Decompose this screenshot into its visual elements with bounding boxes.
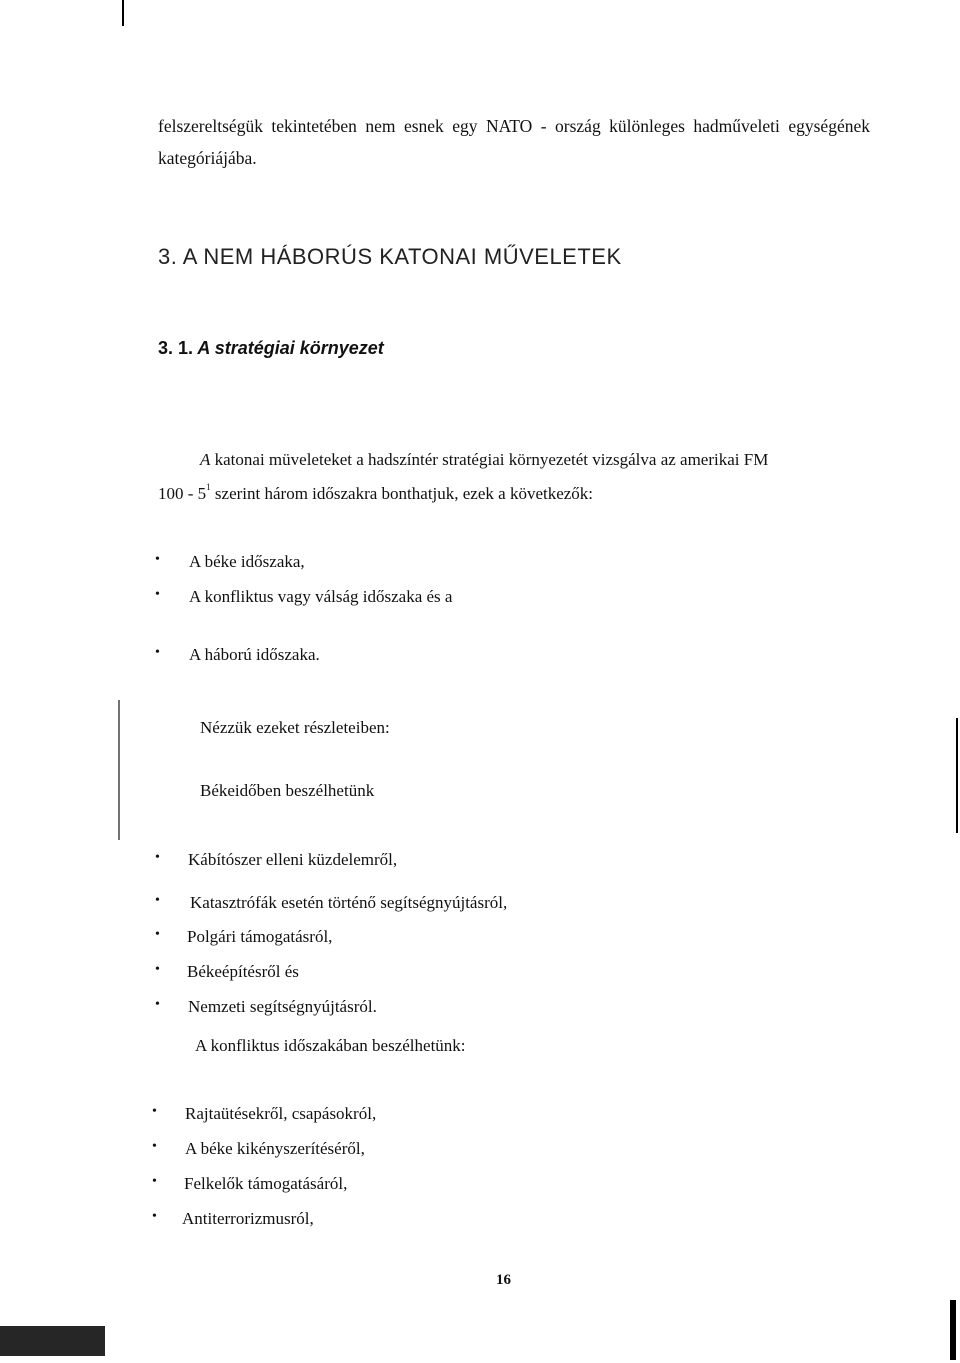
scan-mark	[118, 700, 120, 840]
scan-mark	[950, 1300, 956, 1360]
section-heading: 3. A NEM HÁBORÚS KATONAI MŰVELETEK	[158, 244, 622, 269]
list-item-text: A béke kikényszerítéséről,	[185, 1139, 365, 1158]
list-item-text: A konfliktus vagy válság időszaka és a	[189, 587, 453, 606]
list-item-text: Antiterrorizmusról,	[182, 1209, 314, 1228]
bullet-icon: •	[155, 552, 160, 567]
list-item-text: Felkelők támogatásáról,	[184, 1174, 348, 1193]
scan-mark	[122, 0, 124, 26]
list-item-text: Kábítószer elleni küzdelemről,	[188, 850, 398, 869]
bullet-icon: •	[152, 1209, 157, 1224]
list-item-text: A béke időszaka,	[189, 552, 305, 571]
peace-intro-line: Békeidőben beszélhetünk	[200, 781, 375, 800]
page-number: 16	[496, 1272, 511, 1288]
lead-line-2-text: szerint három időszakra bonthatjuk, ezek a következők:	[210, 484, 594, 503]
lead-paragraph	[158, 443, 870, 511]
intro-paragraph: felszereltségük tekintetében nem esnek egy NATO - ország különleges hadműveleti egységének kategóriájába.	[158, 116, 870, 168]
bullet-icon: •	[155, 927, 160, 942]
conflict-intro-line: A konfliktus időszakában beszélhetünk:	[195, 1036, 466, 1055]
subsection-title: A stratégiai környezet	[197, 338, 384, 358]
bullet-icon: •	[152, 1174, 157, 1189]
list-item-text: A háború időszaka.	[189, 645, 320, 664]
lead-line-1	[158, 443, 870, 477]
subsection-number: 3. 1.	[158, 338, 194, 358]
lead-line-2-start: 100 - 5	[158, 484, 207, 503]
bullet-icon: •	[152, 1104, 157, 1119]
list-item-text: Békeépítésről és	[187, 962, 299, 981]
details-intro-line: Nézzük ezeket részleteiben:	[200, 718, 390, 737]
subsection-heading	[158, 338, 384, 359]
bullet-icon: •	[155, 587, 160, 602]
bullet-icon: •	[155, 962, 160, 977]
lead-initial: A	[200, 450, 211, 469]
scan-mark	[956, 718, 958, 833]
scan-mark	[0, 1326, 105, 1356]
bullet-icon: •	[155, 893, 160, 908]
bullet-icon: •	[155, 997, 160, 1012]
list-item-text: Rajtaütésekről, csapásokról,	[185, 1104, 377, 1123]
list-item-text: Polgári támogatásról,	[187, 927, 333, 946]
list-item-text: Katasztrófák esetén történő segítségnyújtásról,	[190, 893, 508, 912]
lead-line-1-text: katonai müveleteket a hadszíntér stratégiai környezetét vizsgálva az amerikai FM	[210, 450, 769, 469]
lead-line-2	[158, 484, 593, 503]
bullet-icon: •	[155, 645, 160, 660]
list-item-text: Nemzeti segítségnyújtásról.	[188, 997, 377, 1016]
bullet-icon: •	[155, 850, 160, 865]
bullet-icon: •	[152, 1139, 157, 1154]
footnote-marker[interactable]: 1	[206, 482, 211, 492]
